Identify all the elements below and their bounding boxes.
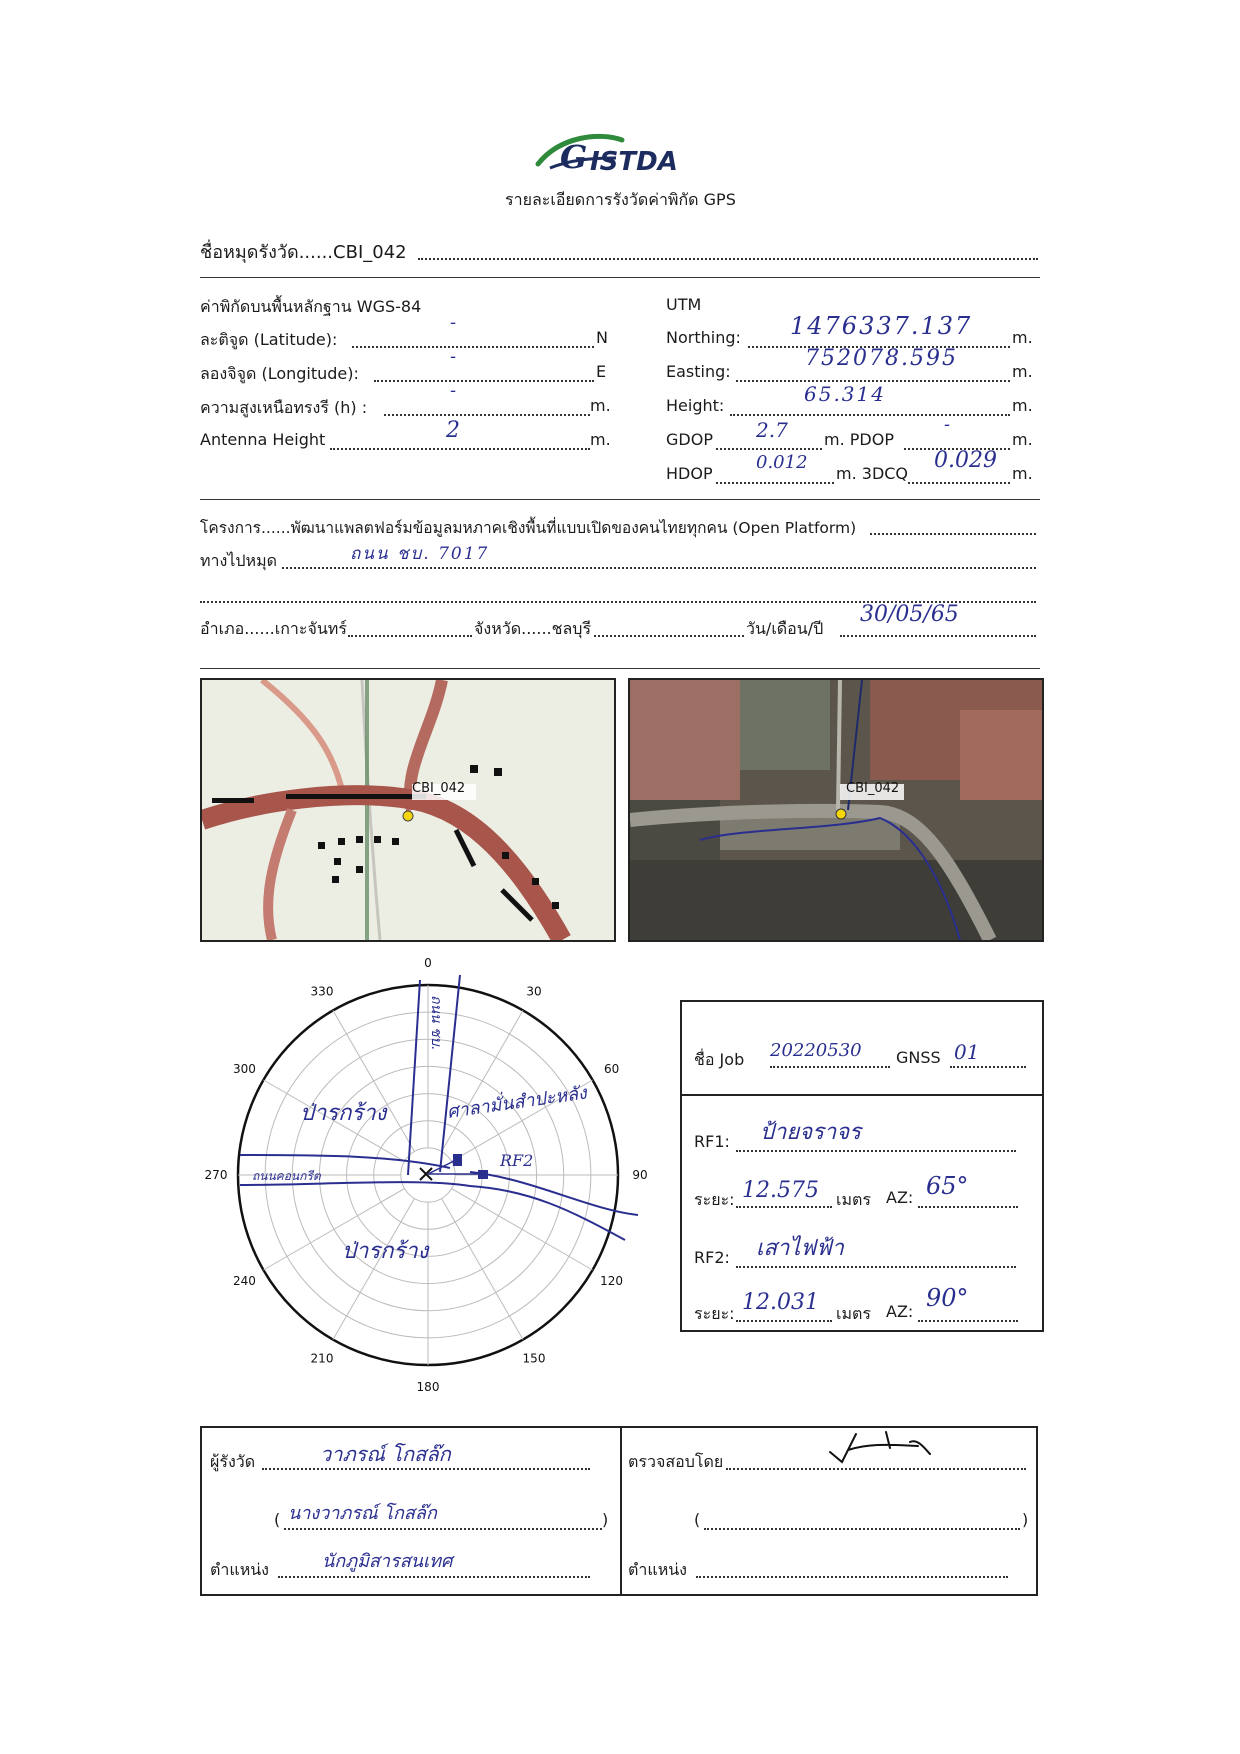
latitude-value: -: [450, 312, 457, 333]
polar-bearing-label: 240: [232, 1274, 256, 1288]
checker-signature-icon: [826, 1428, 936, 1472]
district-line: [200, 617, 347, 642]
divider-1: [200, 277, 1040, 278]
note-north-road: ถนน ชบ.: [428, 995, 444, 1050]
polar-spoke: [442, 1199, 523, 1340]
longitude-unit: E: [596, 362, 607, 381]
utm-heading: UTM: [666, 295, 702, 314]
polar-spoke: [452, 1189, 593, 1270]
province-dots: [594, 635, 744, 637]
gdop-dots: [716, 448, 822, 450]
northing-label: Northing:: [666, 328, 741, 347]
polar-bearing-label: 330: [310, 984, 334, 999]
note-rf2: RF2: [500, 1151, 534, 1170]
utm-height-unit: m.: [1012, 396, 1033, 415]
dist1-unit: เมตร: [836, 1190, 871, 1209]
surveyor-pos-label: ตำแหน่ง: [210, 1560, 269, 1579]
station-label: ชื่อหมุดรังวัด......CBI_042: [200, 242, 407, 263]
project-line: [200, 515, 856, 540]
note-north-east: ศาลามั่นสำปะหลัง: [445, 1082, 589, 1123]
surveyor-value: วาภรณ์ โกสล๊ก: [320, 1442, 451, 1466]
surveyor-full-name: นางวาภรณ์ โกสล๊ก: [288, 1503, 437, 1524]
project-value: พัฒนาแพลตฟอร์มข้อมูลมหภาคเชิงพื้นที่แบบเปิดของคนไทยทุกคน (Open Platform): [290, 519, 857, 537]
dcq-label: m. 3DCQ: [836, 464, 909, 483]
surveyor-pos-dots: [278, 1576, 590, 1578]
hdop-value: 0.012: [756, 452, 808, 473]
rf2-label: RF2:: [694, 1248, 730, 1267]
az1-dots: [918, 1206, 1018, 1208]
pdop-label: m. PDOP: [824, 430, 894, 449]
route-label: ทางไปหมุด: [200, 551, 278, 570]
checker-label: ตรวจสอบโดย: [628, 1452, 724, 1471]
province-label: จังหวัด......: [474, 619, 552, 638]
job-divider: [682, 1094, 1042, 1096]
az1-value: 65°: [926, 1172, 969, 1200]
wgs84-heading: ค่าพิกัดบนพื้นหลักฐาน WGS-84: [200, 297, 422, 316]
polar-bearing-label: 150: [522, 1351, 546, 1366]
rf1-dots: [736, 1150, 1016, 1152]
dist2-dots: [736, 1320, 832, 1322]
satellite-map: [628, 678, 1044, 942]
station-value: CBI_042: [333, 242, 407, 263]
gnss-value: 01: [954, 1040, 980, 1064]
surveyor-label: ผู้รังวัด: [210, 1452, 256, 1471]
surveyor-paren-open: (: [274, 1510, 281, 1529]
signoff-divider: [620, 1428, 622, 1594]
easting-value: 752078.595: [805, 346, 958, 371]
polar-spoke: [333, 1010, 414, 1151]
polar-spoke: [333, 1199, 414, 1340]
district-dots: [348, 635, 472, 637]
dist2-unit: เมตร: [836, 1304, 871, 1323]
district-value: เกาะจันทร์: [274, 619, 347, 638]
job-value: 20220530: [770, 1040, 862, 1061]
longitude-label: ลองจิจูด (Longitude):: [200, 364, 359, 383]
az2-dots: [918, 1320, 1018, 1322]
surveyor-full-dots: [284, 1528, 602, 1530]
gnss-dots: [950, 1066, 1026, 1068]
dcq-dots: [908, 482, 1010, 484]
gnss-label: GNSS: [896, 1048, 941, 1067]
hdop-dots: [716, 482, 834, 484]
dist1-label: ระยะ:: [694, 1190, 735, 1209]
polar-bearing-label: 180: [416, 1380, 440, 1394]
dist2-label: ระยะ:: [694, 1304, 735, 1323]
checker-paren-open: (: [694, 1510, 701, 1529]
az1-label: AZ:: [886, 1188, 914, 1207]
gdop-value: 2.7: [756, 418, 788, 442]
northing-value: 1476337.137: [790, 312, 973, 340]
pdop-value: -: [944, 414, 951, 435]
utm-height-label: Height:: [666, 396, 725, 415]
utm-height-value: 65.314: [804, 382, 886, 406]
rf1-value: ป้ายจราจร: [760, 1120, 861, 1145]
job-label: ชื่อ Job: [694, 1050, 745, 1069]
polar-diagram: [170, 940, 670, 1430]
date-value: 30/05/65: [860, 602, 959, 627]
dcq-unit: m.: [1012, 464, 1033, 483]
topo-marker-label: CBI_042: [412, 781, 466, 796]
checker-paren-close: ): [1022, 1510, 1029, 1529]
logo-text: G: [560, 138, 588, 176]
antenna-value: 2: [446, 418, 460, 443]
date-label: วัน/เดือน/ปี: [746, 619, 824, 638]
project-dots: [870, 533, 1036, 535]
latitude-label: ละติจูด (Latitude):: [200, 330, 338, 349]
note-north-west: ป่ารกร้าง: [300, 1101, 387, 1126]
antenna-unit: m.: [590, 430, 611, 449]
route-value: ถนน ชบ. 7017: [350, 544, 490, 564]
height-dots: [384, 414, 590, 416]
divider-2: [200, 499, 1040, 500]
topo-map: [200, 678, 616, 942]
antenna-label: Antenna Height: [200, 430, 326, 449]
dist1-dots: [736, 1206, 832, 1208]
checker-pos-dots: [696, 1576, 1008, 1578]
district-label: อำเภอ......: [200, 619, 275, 638]
project-label: โครงการ......: [200, 519, 291, 537]
surveyor-pos: นักภูมิสารสนเทศ: [322, 1551, 453, 1572]
polar-bearing-label: 0: [424, 956, 432, 970]
job-dots: [770, 1066, 890, 1068]
polar-bearing-label: 30: [526, 984, 542, 999]
polar-bearing-label: 300: [232, 1062, 256, 1076]
polar-bearing-label: 210: [310, 1351, 334, 1366]
height-unit: m.: [590, 396, 611, 415]
polar-bearing-label: 120: [600, 1274, 624, 1288]
polar-bearing-label: 90: [632, 1168, 648, 1182]
checker-name-dots: [704, 1528, 1020, 1530]
longitude-value: -: [450, 346, 457, 367]
date-dots: [840, 635, 1036, 637]
note-south: ป่ารกร้าง: [342, 1239, 429, 1264]
height-label: ความสูงเหนือทรงรี (h) :: [200, 398, 368, 417]
dist2-value: 12.031: [742, 1290, 819, 1315]
latitude-unit: N: [596, 328, 608, 347]
polar-bearing-label: 60: [603, 1062, 620, 1076]
az2-value: 90°: [926, 1284, 969, 1312]
rf2-value: เสาไฟฟ้า: [756, 1236, 844, 1261]
dcq-value: 0.029: [934, 448, 997, 473]
rf2-dots: [736, 1266, 1016, 1268]
gdop-unit: m.: [1012, 430, 1033, 449]
utm-height-dots: [730, 414, 1010, 416]
divider-3: [200, 668, 1040, 669]
polar-svg: [170, 940, 670, 1430]
checker-pos-label: ตำแหน่ง: [628, 1560, 687, 1579]
svg-text:ISTDA: ISTDA: [590, 147, 678, 177]
gistda-logo: [530, 124, 700, 184]
easting-unit: m.: [1012, 362, 1033, 381]
gdop-label: GDOP: [666, 430, 713, 449]
note-west-road: ถนนคอนกรีต: [252, 1169, 321, 1183]
az2-label: AZ:: [886, 1302, 914, 1321]
dist1-value: 12.575: [742, 1178, 819, 1203]
rf1-label: RF1:: [694, 1132, 730, 1151]
height-value: -: [450, 380, 457, 401]
province-value: ชลบุรี: [551, 619, 592, 638]
surveyor-paren-close: ): [602, 1510, 609, 1529]
satellite-marker-label: CBI_042: [846, 781, 900, 796]
longitude-dots: [374, 380, 594, 382]
province-line: [474, 617, 591, 642]
page-title: รายละเอียดการรังวัดค่าพิกัด GPS: [505, 190, 736, 209]
station-dots: [418, 258, 1038, 260]
hdop-label: HDOP: [666, 464, 713, 483]
easting-label: Easting:: [666, 362, 731, 381]
northing-unit: m.: [1012, 328, 1033, 347]
polar-bearing-label: 270: [204, 1168, 228, 1182]
latitude-dots: [352, 346, 594, 348]
antenna-dots: [330, 448, 590, 450]
route-dots: [282, 567, 1036, 569]
